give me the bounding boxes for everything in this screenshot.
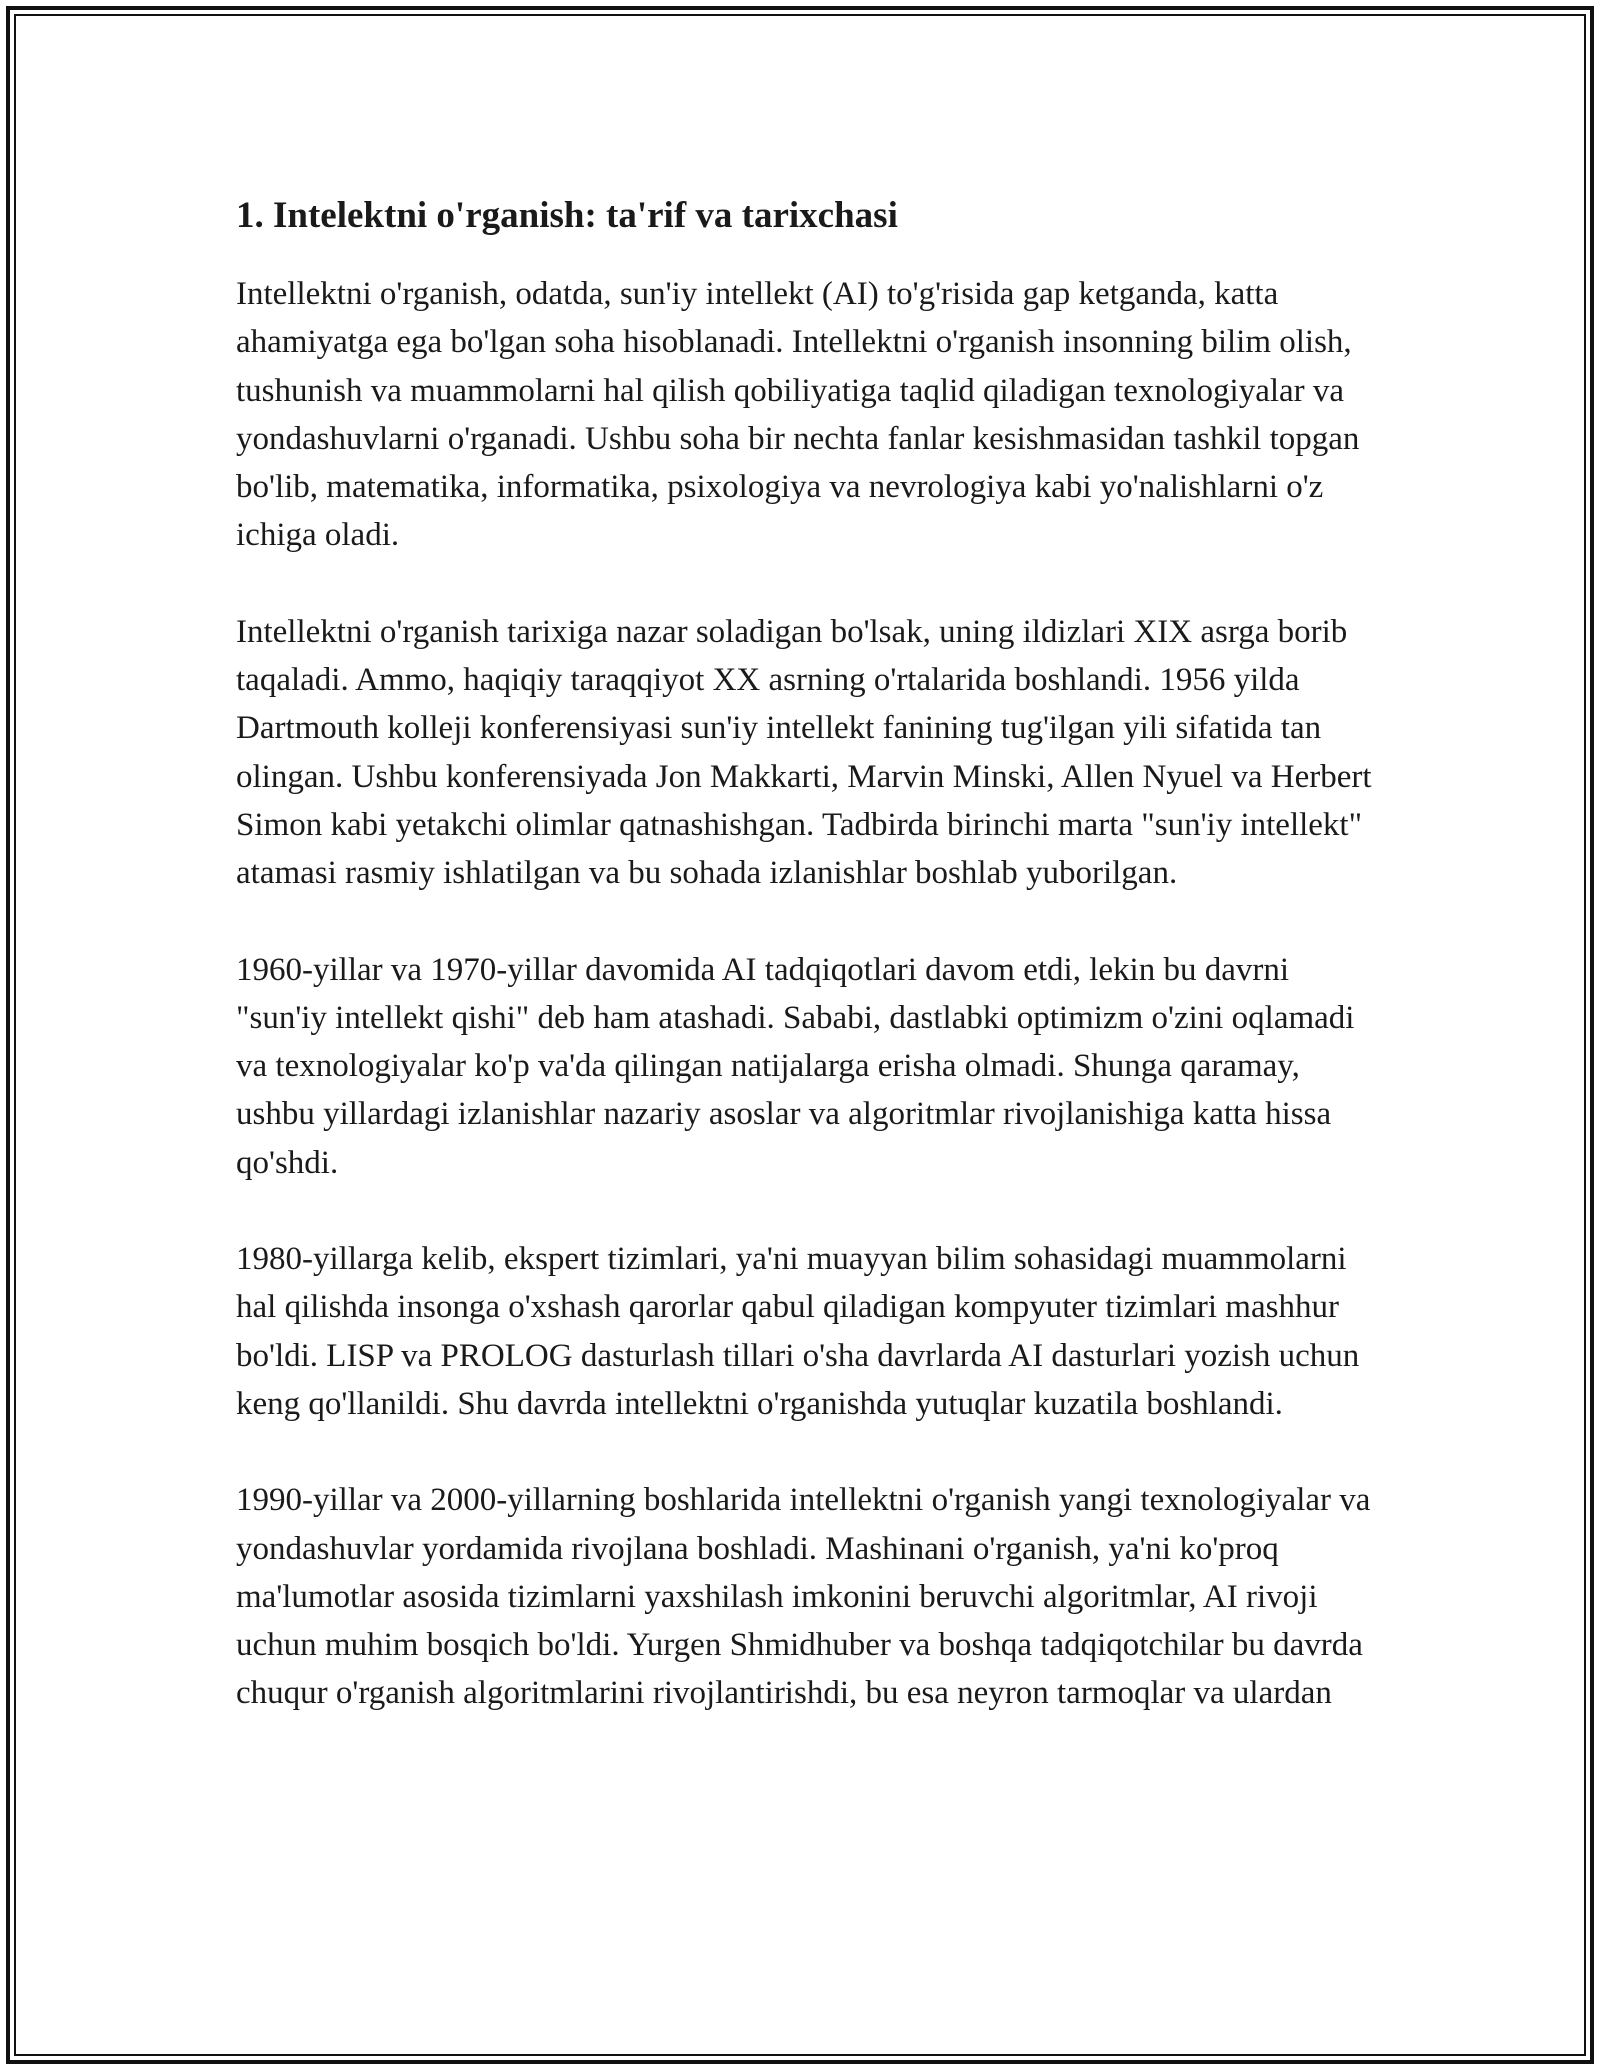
document-body <box>236 186 1376 1766</box>
paragraph-2: Intellektni o'rganish tarixiga nazar soladigan bo'lsak, uning ildizlari XIX asrga borib taqaladi. Ammo, haqiqiy taraqqiyot XX asrning o'rtalarida boshlandi. 1956 yilda Dartmouth kolleji konferensiyasi sun'iy intellekt fanining tug'ilgan yili sifatida tan olingan. Ushbu konferensiyada Jon Makkarti, Marvin Minski, Allen Nyuel va Herbert Simon kabi yetakchi olimlar qatnashishgan. Tadbirda birinchi marta "sun'iy intellekt" atamasi rasmiy ishlatilgan va bu sohada izlanishlar boshlab yuborilgan. <box>236 613 1372 892</box>
section-title: 1. Intelektni o'rganish: ta'rif va tarixchasi <box>236 195 898 236</box>
paragraph-3: 1960-yillar va 1970-yillar davomida AI tadqiqotlari davom etdi, lekin bu davrni "sun'iy intellekt qishi" deb ham atashadi. Sababi, dastlabki optimizm o'zini oqlamadi va texnologiyalar ko'p va'da qilingan natijalarga erisha olmadi. Shunga qaramay, ushbu yillardagi izlanishlar nazariy asoslar va algoritmlar rivojlanishiga katta hissa qo'shdi. <box>236 951 1355 1181</box>
paragraph-4: 1980-yillarga kelib, ekspert tizimlari, ya'ni muayyan bilim sohasidagi muammolarni hal qilishda insonga o'xshash qarorlar qabul qiladigan kompyuter tizimlari mashhur bo'ldi. LISP va PROLOG dasturlash tillari o'sha davrlarda AI dasturlari yozish uchun keng qo'llanildi. Shu davrda intellektni o'rganishda yutuqlar kuzatila boshlandi. <box>236 1241 1360 1422</box>
paragraph-5: 1990-yillar va 2000-yillarning boshlarida intellektni o'rganish yangi texnologiyalar va yondashuvlar yordamida rivojlana boshladi. Mashinani o'rganish, ya'ni ko'proq ma'lumotlar asosida tizimlarni yaxshilash imkonini beruvchi algoritmlar, AI rivoji uchun muhim bosqich bo'ldi. Yurgen Shmidhuber va boshqa tadqiqotchilar bu davrda chuqur o'rganish algoritmlarini rivojlantirishdi, bu esa neyron tarmoqlar va ulardan <box>236 1482 1371 1712</box>
paragraph-1: Intellektni o'rganish, odatda, sun'iy intellekt (AI) to'g'risida gap ketganda, katta ahamiyatga ega bo'lgan soha hisoblanadi. Intellektni o'rganish insonning bilim olish, tushunish va muammolarni hal qilish qobiliyatiga taqlid qiladigan texnologiyalar va yondashuvlarni o'rganadi. Ushbu soha bir nechta fanlar kesishmasidan tashkil topgan bo'lib, matematika, informatika, psixologiya va nevrologiya kabi yo'nalishlarni o'z ichiga oladi. <box>236 276 1360 554</box>
